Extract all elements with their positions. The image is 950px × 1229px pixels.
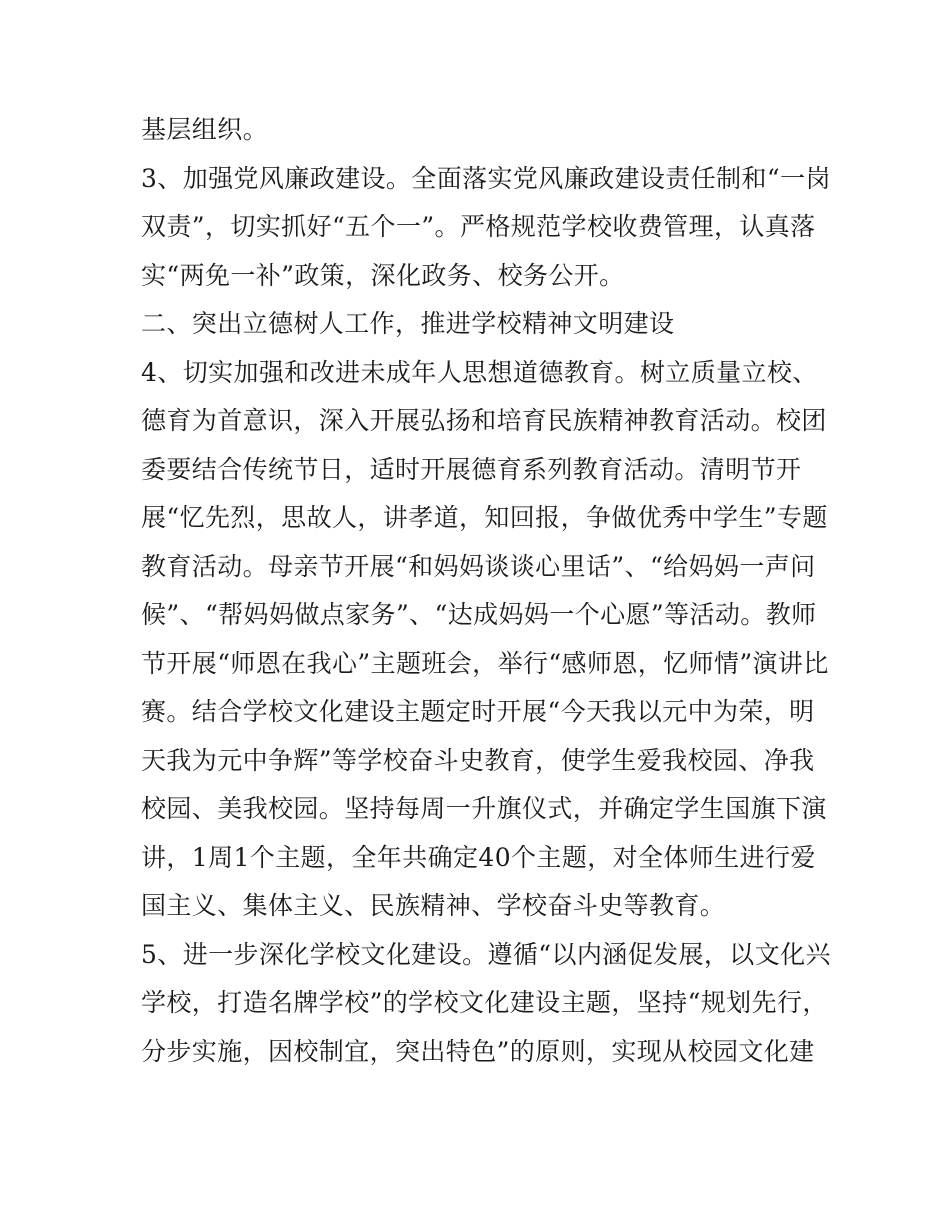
text-line: 候”、“帮妈妈做点家务”、“达成妈妈一个心愿”等活动。教师 xyxy=(141,600,817,629)
document-body xyxy=(141,106,831,1076)
text-line: 天我为元中争辉”等学校奋斗史教育，使学生爱我校园、净我 xyxy=(141,745,815,775)
text-line: 校园、美我校园。坚持每周一升旗仪式，并确定学生国旗下演 xyxy=(141,794,827,823)
text-line: 讲，1周1个主题，全年共确定40个主题，对全体师生进行爱 xyxy=(141,842,816,872)
text-line: 展“忆先烈，思故人，讲孝道，知回报，争做优秀中学生”专题 xyxy=(141,503,828,532)
text-line: 分步实施，因校制宜，突出特色”的原则，实现从校园文化建 xyxy=(141,1036,815,1066)
text-line: 国主义、集体主义、民族精神、学校奋斗史等教育。 xyxy=(141,891,726,920)
text-line: 双责”，切实抓好“五个一”。严格规范学校收费管理，认真落 xyxy=(141,212,816,241)
text-line: 5、进一步深化学校文化建设。遵循“以内涵促发展，以文化兴 xyxy=(141,939,831,969)
text-line: 节开展“师恩在我心”主题班会，举行“感师恩，忆师情”演讲比 xyxy=(141,648,829,678)
text-line: 实“两免一补”政策，深化政务、校务公开。 xyxy=(141,260,625,290)
text-line: 德育为首意识，深入开展弘扬和培育民族精神教育活动。校团 xyxy=(141,406,827,435)
heading-line: 二、突出立德树人工作，推进学校精神文明建设 xyxy=(141,309,675,338)
text-line: 教育活动。母亲节开展“和妈妈谈谈心里话”、“给妈妈一声问 xyxy=(141,551,816,581)
paragraph-item-4 xyxy=(141,349,829,931)
paragraph-continuation xyxy=(141,106,821,155)
paragraph-item-5 xyxy=(141,931,831,1077)
text-line: 3、加强党风廉政建设。全面落实党风廉政建设责任制和“一岗 xyxy=(141,163,831,193)
text-line: 赛。结合学校文化建设主题定时开展“今天我以元中为荣，明 xyxy=(141,697,815,726)
paragraph-item-3 xyxy=(141,155,831,301)
text-line: 学校，打造名牌学校”的学校文化建设主题，坚持“规划先行， xyxy=(141,988,828,1017)
text-line: 4、切实加强和改进未成年人思想道德教育。树立质量立校、 xyxy=(141,357,818,387)
text-line: 基层组织。 xyxy=(141,115,269,144)
text-line: 委要结合传统节日，适时开展德育系列教育活动。清明节开 xyxy=(141,454,802,484)
section-heading-2 xyxy=(141,300,821,349)
